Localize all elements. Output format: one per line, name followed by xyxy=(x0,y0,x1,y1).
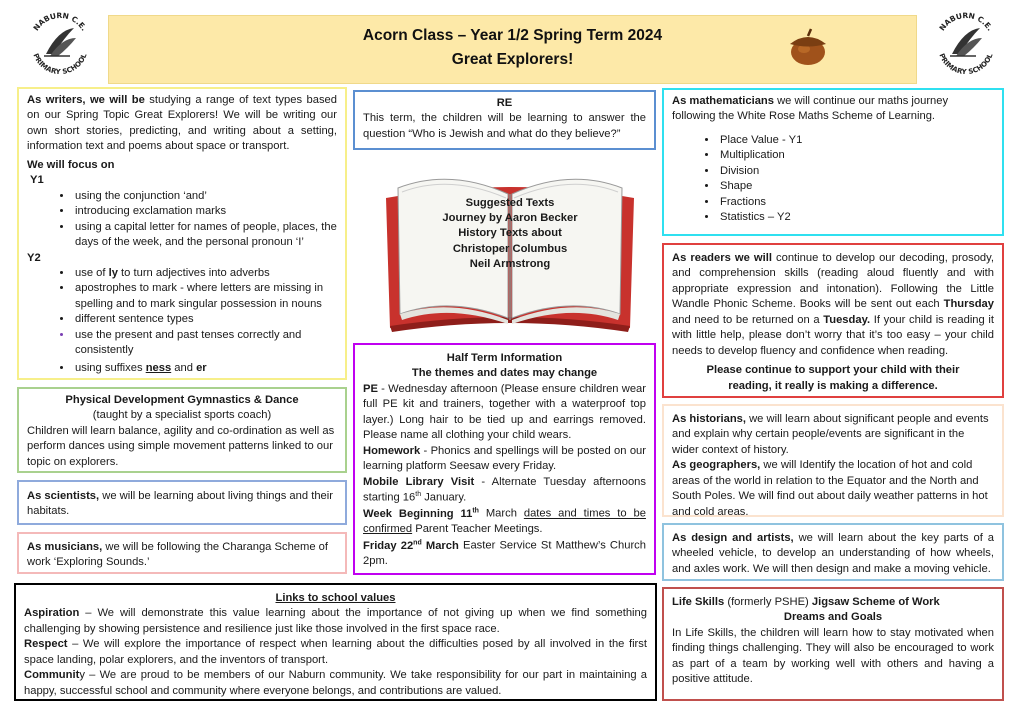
list-item: • Multiplication xyxy=(718,148,994,163)
re-title: RE xyxy=(496,97,513,109)
acorn-icon xyxy=(785,27,831,67)
list-item: • introducing exclamation marks xyxy=(73,204,337,219)
scientists-lead: As scientists, xyxy=(27,490,100,502)
half-term-subtitle: The themes and dates may change xyxy=(411,367,598,380)
school-logo-right xyxy=(930,8,1002,80)
page-subtitle: Great Explorers! xyxy=(451,51,574,68)
re-box xyxy=(353,90,656,150)
historians-lead: As historians, xyxy=(672,413,746,425)
pe-body: Children will learn balance, agility and co-ordination as well as perform dances using simple movement patterns linked to our topic on explorers. xyxy=(27,424,335,468)
writers-body: studying a range of text types based on our Spring Topic Great Explorers! We will be writing our own short stories, predicting, and writing about a setting, information text and poems about space or transport. xyxy=(27,94,337,153)
suggested-texts xyxy=(420,196,600,272)
musicians-box: As musicians, we will be following the Charanga Scheme of work ‘Exploring Sounds.’ xyxy=(17,532,347,574)
list-item: History Texts about xyxy=(458,227,562,240)
svg-text:PRIMARY SCHOOL: PRIMARY SCHOOL xyxy=(937,52,995,77)
scientists-box: As scientists, we will be learning about living things and their habitats. xyxy=(17,480,347,525)
writers-focus-heading: We will focus on xyxy=(27,158,115,171)
writers-lead: As writers, we will be xyxy=(27,94,145,106)
maths-box: As mathematicians we will continue our maths journey following the White Rose Maths Scheme of Learning. • Place Value - Y1 • Multiplication • Division • Shape • Fractions • Statistics – Y2 xyxy=(662,88,1004,236)
list-item: • using the conjunction ‘and’ xyxy=(73,189,337,204)
readers-note-line2: reading, it really is making a difference. xyxy=(728,379,938,392)
physical-development-box xyxy=(17,387,347,473)
pe-title: Physical Development Gymnastics & Dance xyxy=(65,394,299,406)
readers-lead: As readers we will xyxy=(672,252,772,264)
suggested-texts-title: Suggested Texts xyxy=(465,197,555,209)
school-values-box: Links to school values Aspiration – We will demonstrate this value learning about the importance of not giving up when we find something challenging by showing persistence and resilience just like those involved in the first space race. Respect – We will explore the importance of respect when learning about the difficulties posed by all involved in the first space landing, polar explorers, and the inventors of transport. Community – We are proud to be members of our Naburn community. We take responsibility for our part in maintaining a happy, successful school and community where everyone belongs, and contributions are valued. xyxy=(14,583,657,701)
list-item: • using a capital letter for names of people, places, the days of the week, and the personal pronoun ‘I’ xyxy=(73,220,337,251)
y2-list xyxy=(27,266,337,376)
list-item: • Statistics – Y2 xyxy=(718,210,994,225)
svg-text:NABURN C.E.: NABURN C.E. xyxy=(937,10,995,33)
life-skills-theme: Dreams and Goals xyxy=(783,611,883,624)
list-item: • Division xyxy=(718,164,994,179)
list-item: • apostrophes to mark - where letters are missing in spelling and to mark singular possession in nouns xyxy=(73,281,337,312)
values-title: Links to school values xyxy=(275,592,396,604)
life-skills-body: In Life Skills, the children will learn how to stay motivated when finding things challenging. They will also be encouraged to work as part of a team by working well with others and having a positive attitude. xyxy=(672,626,994,686)
geographers-lead: As geographers, xyxy=(672,459,761,472)
life-skills-box: Life Skills (formerly PSHE) Jigsaw Scheme of Work Dreams and Goals In Life Skills, the children will learn how to stay motivated when finding things challenging. They will also be encouraged to work as part of a team by working well with others and having a positive attitude. xyxy=(662,587,1004,701)
community-label: Communit xyxy=(24,669,80,682)
life-skills-lead: Life Skills xyxy=(672,596,725,608)
list-item: • different sentence types xyxy=(73,312,337,327)
school-logo-left xyxy=(24,8,96,80)
historians-box: As historians, we will learn about significant people and events and explain why certain people/events are significant in the wider context of history. As geographers, we will Identify the location of hot and cold areas of the world in relation to the Equator and the North and South Poles. We will find out about daily weather patterns in hot and cold areas. xyxy=(662,404,1004,517)
readers-box: As readers we will continue to develop our decoding, prosody, and comprehension skills (reading aloud fluently and with appropriate expression and intonation). Following the Little Wandle Phonic Scheme. Books will be sent out each Thursday and need to be returned on a Tuesday. If your child is reading it with little help, please don’t worry that it’s too easy – your child needs to develop fluency and confidence when reading. Please continue to support your child with their reading, it really is making a difference. xyxy=(662,243,1004,398)
musicians-lead: As musicians, xyxy=(27,541,103,553)
half-term-title: Half Term Information xyxy=(446,352,563,364)
design-box: As design and artists, we will learn about the key parts of a wheeled vehicle, to develop an understanding of how wheels, and axles work. We will then design and make a moving vehicle. xyxy=(662,523,1004,581)
list-item: • use of ly to turn adjectives into adverbs xyxy=(73,266,337,281)
aspiration-label: Aspiration xyxy=(24,607,80,620)
page-title: Acorn Class – Year 1/2 Spring Term 2024 xyxy=(362,27,663,44)
pe-subtitle: (taught by a specialist sports coach) xyxy=(92,409,272,422)
list-item: Christoper Columbus xyxy=(452,242,568,255)
svg-text:NABURN C.E.: NABURN C.E. xyxy=(31,10,89,33)
y1-label: Y1 xyxy=(30,174,44,187)
half-term-box: Half Term Information The themes and dates may change PE - Wednesday afternoon (Please ensure children wear full PE kit and trainers, together with a waterproof top layer.) Long hair to be tied up and earrings removed. Please name all clothing your child wears. Homework - Phonics and spellings will be posted on our learning platform Seesaw every Friday. Mobile Library Visit - Alternate Tuesday afternoons starting 16th January. Week Beginning 11th March dates and times to be confirmed Parent Teacher Meetings. Friday 22nd March Easter Service St Matthew’s Church 2pm. xyxy=(353,343,656,575)
list-item: • Place Value - Y1 xyxy=(718,133,994,148)
list-item: • Fractions xyxy=(718,195,994,210)
re-body: This term, the children will be learning to answer the question “Who is Jewish and what do they believe?” xyxy=(363,112,646,140)
list-item: • use the present and past tenses correctly and consistently xyxy=(73,328,337,359)
maths-lead: As mathematicians xyxy=(672,95,774,107)
y2-label: Y2 xyxy=(27,251,41,264)
svg-text:PRIMARY SCHOOL: PRIMARY SCHOOL xyxy=(31,52,89,77)
list-item: Journey by Aaron Becker xyxy=(442,212,578,225)
readers-note-line1: Please continue to support your child with their xyxy=(706,364,960,377)
design-lead: As design and artists, xyxy=(672,532,794,544)
maths-list xyxy=(672,133,994,226)
list-item: • using suffixes ness and er xyxy=(73,361,337,376)
respect-label: Respect xyxy=(24,638,68,651)
writers-box xyxy=(17,87,347,380)
y1-list xyxy=(27,189,337,251)
list-item: Neil Armstrong xyxy=(469,257,551,270)
list-item: • Shape xyxy=(718,179,994,194)
